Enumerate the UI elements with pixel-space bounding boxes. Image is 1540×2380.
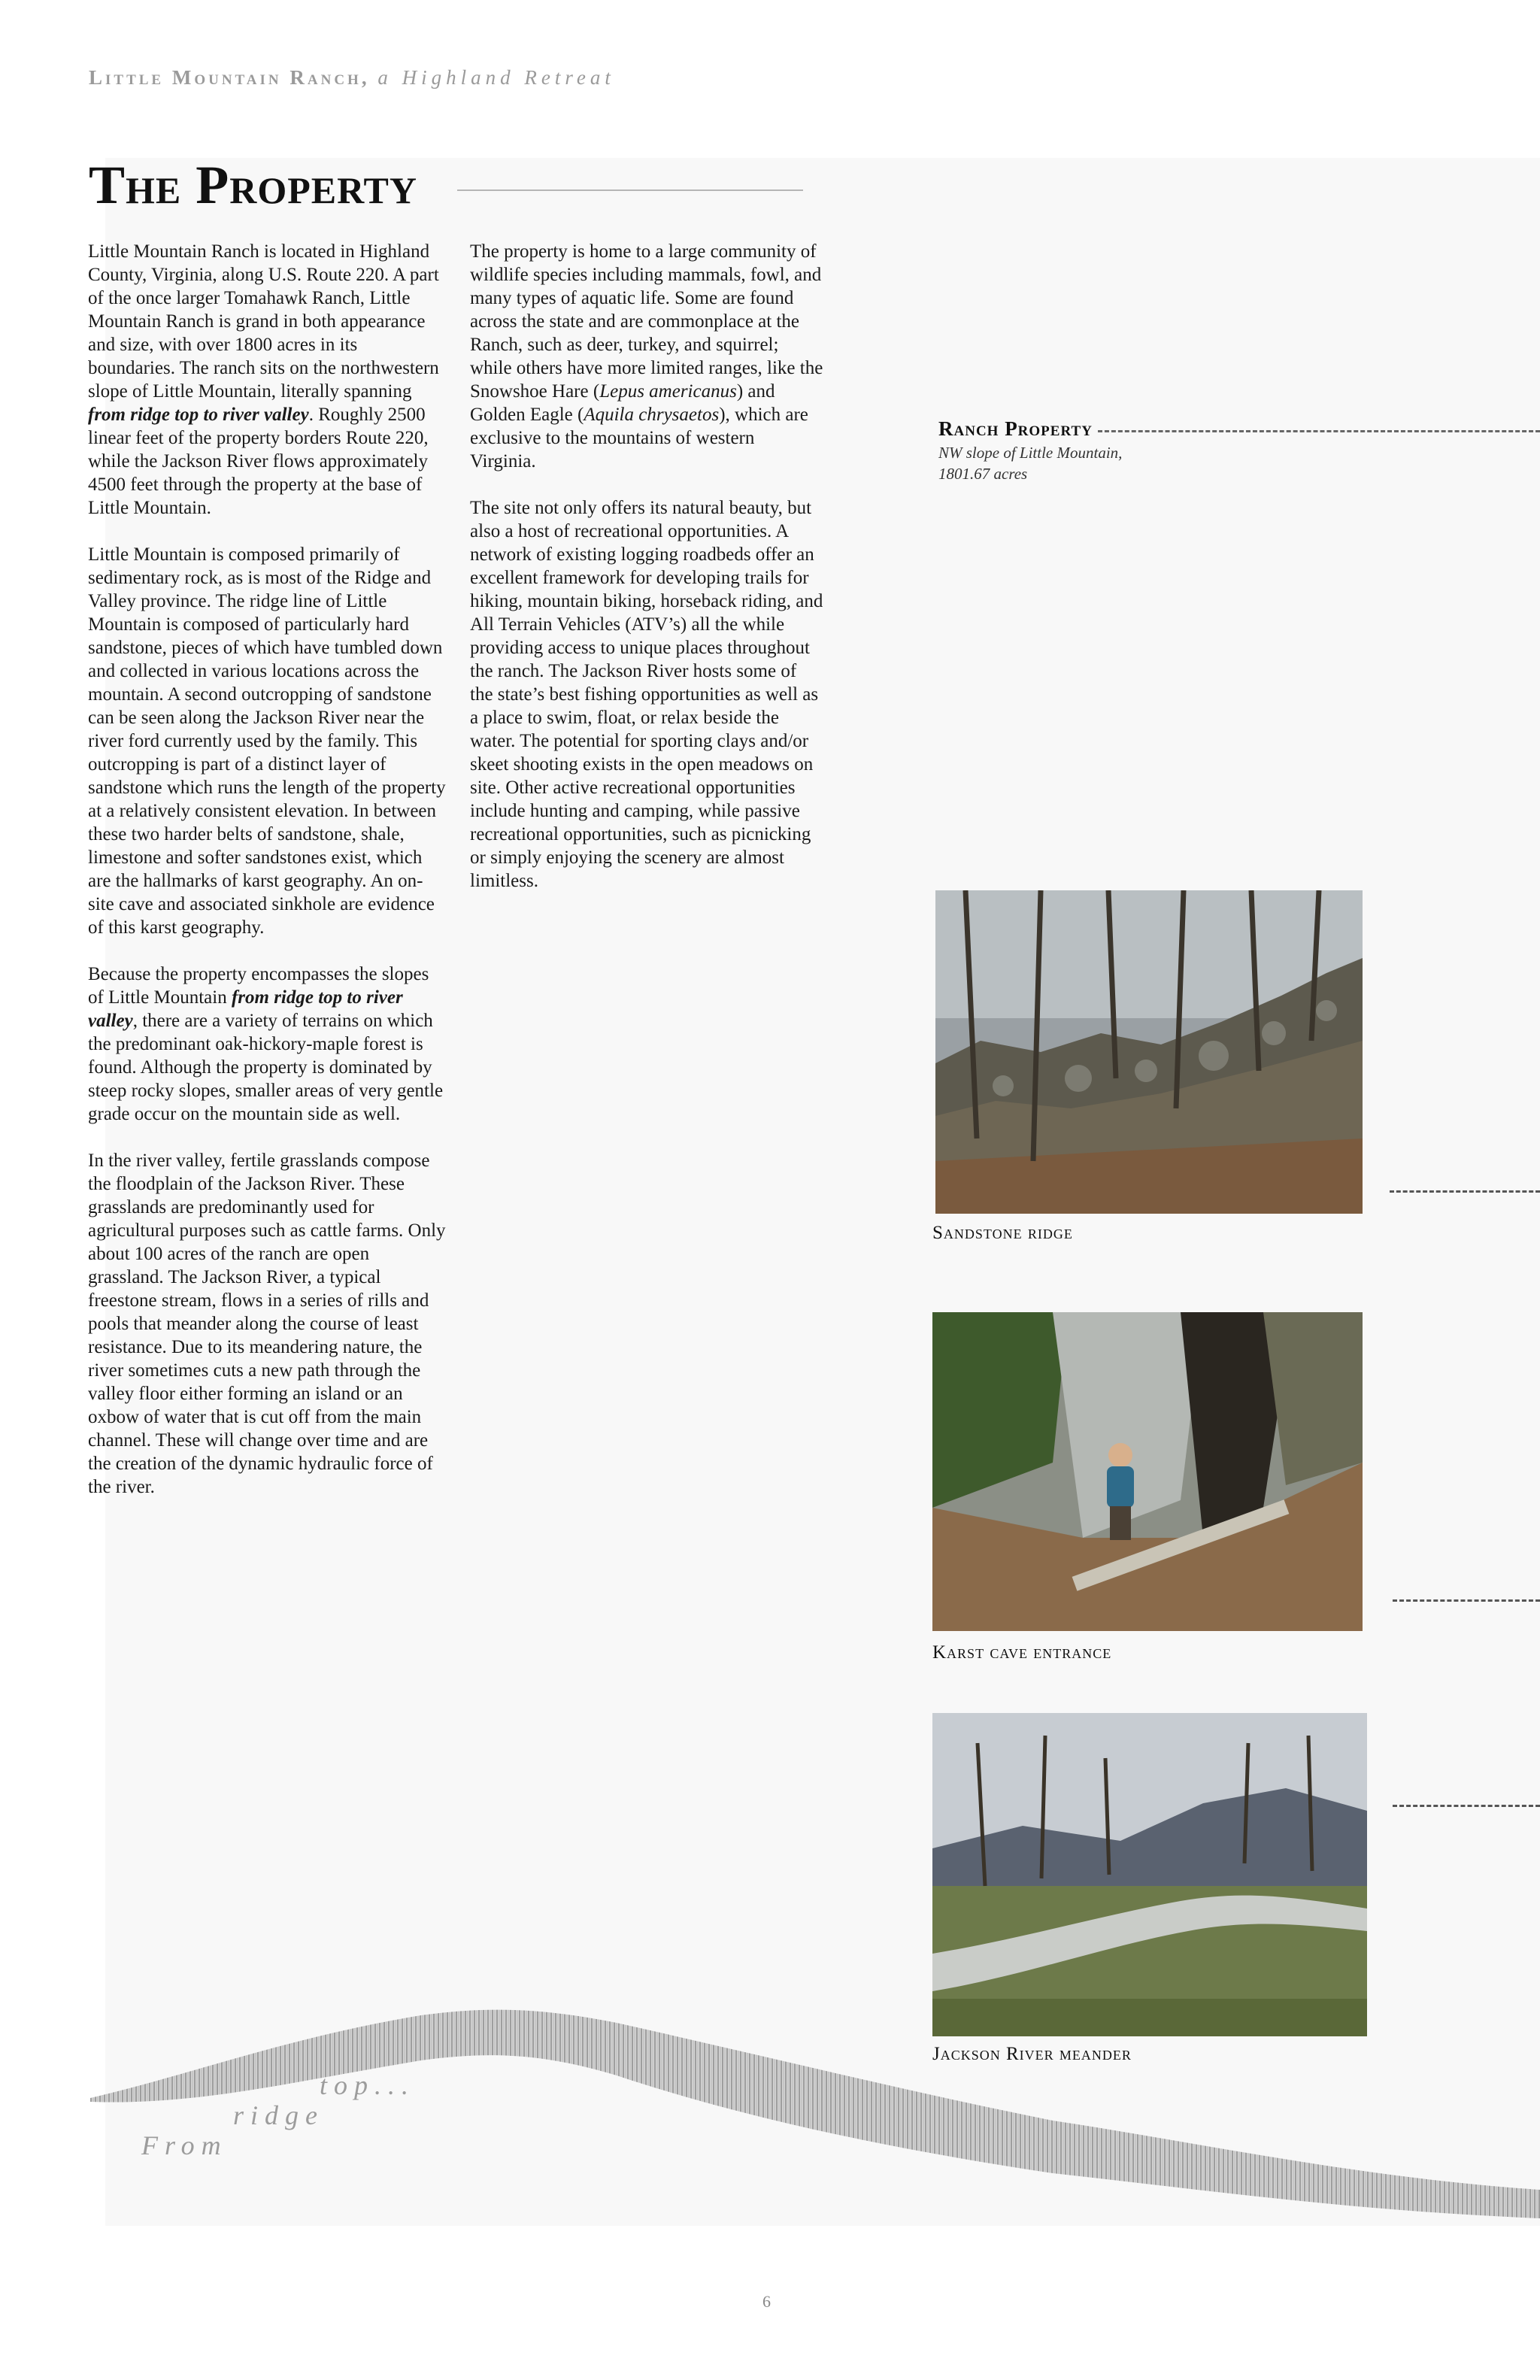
text-column-left [88,240,449,1522]
header-subtitle: a Highland Retreat [377,66,615,89]
sidebar-note: NW slope of Little Mountain, 1801.67 acres [938,444,1123,483]
sidebar-dashed-line [1098,430,1540,432]
species-eagle: Aquila chrysaetos [584,405,720,425]
header-title: Little Mountain Ranch, [89,66,370,89]
caption-sandstone-ridge: Sandstone ridge [932,1223,1073,1243]
species-hare: Lepus americanus [599,381,737,402]
decor-word-top: top... [320,2070,416,2100]
photo-karst-cave [932,1312,1363,1631]
paragraph-wildlife: The property is home to a large community of wildlife species including mammals, fowl, and many types of aquatic life. Some are found across the state and are commonplace at the Ranch, such as deer, turkey, and squirrel; while others have more limited ranges, like the Snowshoe Hare (Lepus americanus) and Golden Eagle (Aquila chrysaetos), which are exclusive to the mountains of western Virginia. [470,241,823,471]
paragraph-terrain: Because the property encompasses the slopes of Little Mountain from ridge top to river valley, there are a variety of terrains on which the predominant oak-hickory-maple forest is found. Although the property is dominated by steep rocky slopes, smaller areas of very gentle grade occur on the mountain side as well. [88,964,444,1124]
emphasis-ridge-valley: from ridge top to river valley [88,405,309,425]
running-header [89,66,615,89]
title-rule [457,189,803,191]
mountain-silhouette-graphic [0,1993,1540,2241]
photo-dashed-line-3 [1393,1805,1540,1807]
decor-word-from: From [141,2130,228,2160]
page-number: 6 [762,2292,771,2311]
photo-dashed-line-1 [1390,1190,1540,1193]
section-title: The Property [89,155,417,215]
caption-karst-cave: Karst cave entrance [932,1642,1112,1663]
photo-jackson-river [932,1713,1367,2036]
paragraph-recreation: The site not only offers its natural beauty, but also a host of recreational opportunities. A network of existing logging roadbeds offer an excellent framework for developing trails for hiking, mountain biking, horseback riding, and All Terrain Vehicles (ATV’s) all the while providing access to unique places throughout the ranch. The Jackson River hosts some of the state’s best fishing opportunities as well as a place to swim, float, or relax beside the water. The potential for sporting clays and/or skeet shooting exists in the open meadows on site. Other active recreational opportunities include hunting and camping, while passive recreational opportunities, such as picnicking or simply enjoying the scenery are almost limitless. [470,498,823,891]
text-column-right [470,240,823,916]
paragraph-river-valley: In the river valley, fertile grasslands compose the floodplain of the Jackson River. These grasslands are predominantly used for agricultural purposes such as cattle farms. Only about 100 acres of the ranch are open grassland. The Jackson River, a typical freestone stream, flows in a series of rills and pools that meander along the course of least resistance. Due to its meandering nature, the river sometimes cuts a new path through the valley floor either forming an island or an oxbow of water that is cut off from the main channel. These will change over time and are the creation of the dynamic hydraulic force of the river. [88,1151,446,1497]
sidebar-label: Ranch Property [938,417,1093,440]
decor-word-ridge: ridge [233,2100,324,2130]
photo-sandstone-ridge [935,890,1363,1214]
emphasis-ridge-valley-2: from ridge top to river valley [88,987,403,1031]
paragraph-geology: Little Mountain is composed primarily of sedimentary rock, as is most of the Ridge and Valley province. The ridge line of Little Mountain is composed of particularly hard sandstone, pieces of which have tumbled down and collected in various locations across the mountain. A second outcropping of sandstone can be seen along the Jackson River near the river ford currently used by the family. This outcropping is part of a distinct layer of sandstone which runs the length of the property at a relatively consistent elevation. In between these two harder belts of sandstone, shale, limestone and softer sandstones exist, which are the hallmarks of karst geography. An on-site cave and associated sinkhole are evidence of this karst geography. [88,544,446,938]
caption-jackson-river: Jackson River meander [932,2044,1132,2064]
photo-dashed-line-2 [1393,1599,1540,1602]
paragraph-location: Little Mountain Ranch is located in Highland County, Virginia, along U.S. Route 220. A part of the once larger Tomahawk Ranch, Little Mountain Ranch is grand in both appearance and size, with over 1800 acres in its boundaries. The ranch sits on the northwestern slope of Little Mountain, literally spanning from ridge top to river valley. Roughly 2500 linear feet of the property borders Route 220, while the Jackson River flows approximately 4500 feet through the property at the base of Little Mountain. [88,241,439,518]
